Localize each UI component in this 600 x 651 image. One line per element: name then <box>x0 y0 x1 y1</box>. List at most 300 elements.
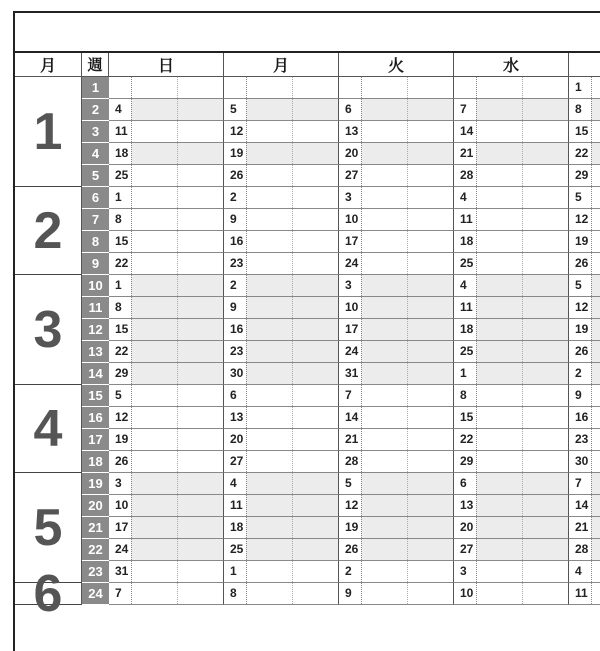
day-number: 20 <box>230 432 244 446</box>
week-row <box>82 253 600 275</box>
day-cell[interactable] <box>569 77 600 99</box>
day-cell[interactable] <box>339 407 454 429</box>
day-cell[interactable] <box>454 495 569 517</box>
day-cell[interactable] <box>454 165 569 187</box>
day-cell[interactable] <box>224 319 339 341</box>
day-number: 6 <box>460 476 467 490</box>
day-number: 3 <box>345 190 352 204</box>
day-cell[interactable] <box>109 407 224 429</box>
week-number: 24 <box>82 583 109 605</box>
day-cell[interactable] <box>109 121 224 143</box>
day-number: 12 <box>115 410 129 424</box>
day-note-area <box>591 363 600 384</box>
day-cell[interactable] <box>339 539 454 561</box>
day-cell[interactable] <box>224 143 339 165</box>
month-number: 3 <box>15 275 82 385</box>
day-divider <box>407 231 408 252</box>
day-divider <box>292 275 293 296</box>
day-note-area <box>591 99 600 120</box>
day-divider <box>292 363 293 384</box>
day-note-area <box>591 187 600 208</box>
week-row <box>82 121 600 143</box>
day-note-area <box>591 583 600 604</box>
day-cell[interactable] <box>569 451 600 473</box>
day-note-area <box>591 165 600 186</box>
day-number: 23 <box>230 256 244 270</box>
day-cell[interactable] <box>454 209 569 231</box>
day-cell[interactable] <box>109 385 224 407</box>
day-cell[interactable] <box>109 253 224 275</box>
day-number: 5 <box>575 278 582 292</box>
day-cell[interactable] <box>569 561 600 583</box>
day-divider <box>292 517 293 538</box>
day-number: 4 <box>460 278 467 292</box>
day-cell[interactable] <box>569 583 600 605</box>
week-row <box>82 275 600 297</box>
week-number: 14 <box>82 363 109 385</box>
day-cell[interactable] <box>339 165 454 187</box>
day-cell[interactable] <box>224 187 339 209</box>
week-number: 22 <box>82 539 109 561</box>
day-cell[interactable] <box>224 341 339 363</box>
day-number: 23 <box>230 344 244 358</box>
day-number: 8 <box>115 300 122 314</box>
day-note-area <box>591 143 600 164</box>
day-number: 14 <box>575 498 589 512</box>
day-divider <box>177 77 178 98</box>
day-number: 17 <box>345 234 359 248</box>
day-divider <box>407 121 408 142</box>
day-cell[interactable] <box>339 495 454 517</box>
day-number: 18 <box>230 520 244 534</box>
day-note-area <box>591 473 600 494</box>
day-cell[interactable] <box>454 319 569 341</box>
day-number: 17 <box>345 322 359 336</box>
day-cell[interactable] <box>569 495 600 517</box>
day-cell[interactable] <box>569 407 600 429</box>
day-divider <box>177 275 178 296</box>
day-note-area <box>591 253 600 274</box>
day-number: 5 <box>575 190 582 204</box>
day-divider <box>407 363 408 384</box>
day-cell[interactable] <box>224 77 339 99</box>
day-divider <box>407 407 408 428</box>
day-cell[interactable] <box>109 451 224 473</box>
week-number: 3 <box>82 121 109 143</box>
day-divider <box>177 429 178 450</box>
day-cell[interactable] <box>339 231 454 253</box>
day-cell[interactable] <box>224 385 339 407</box>
week-number: 1 <box>82 77 109 99</box>
day-number: 29 <box>460 454 474 468</box>
day-divider <box>407 143 408 164</box>
day-number: 5 <box>345 476 352 490</box>
day-cell[interactable] <box>569 231 600 253</box>
day-cell[interactable] <box>339 561 454 583</box>
day-number: 16 <box>575 410 589 424</box>
day-divider <box>292 319 293 340</box>
day-cell[interactable] <box>339 451 454 473</box>
week-number: 16 <box>82 407 109 429</box>
day-divider <box>522 583 523 604</box>
day-cell[interactable] <box>569 253 600 275</box>
day-cell[interactable] <box>569 539 600 561</box>
day-cell[interactable] <box>224 473 339 495</box>
day-cell[interactable] <box>339 429 454 451</box>
day-number: 1 <box>115 190 122 204</box>
day-cell[interactable] <box>569 275 600 297</box>
day-cell[interactable] <box>224 231 339 253</box>
day-divider <box>407 275 408 296</box>
day-note-area <box>591 297 600 318</box>
day-cell[interactable] <box>339 517 454 539</box>
week-row <box>82 495 600 517</box>
day-number: 12 <box>230 124 244 138</box>
week-number: 5 <box>82 165 109 187</box>
day-cell[interactable] <box>569 429 600 451</box>
day-divider <box>407 473 408 494</box>
day-cell[interactable] <box>109 209 224 231</box>
day-divider <box>522 77 523 98</box>
day-number: 29 <box>575 168 589 182</box>
day-note-area <box>591 561 600 582</box>
day-divider <box>407 561 408 582</box>
day-divider <box>522 165 523 186</box>
day-divider <box>407 253 408 274</box>
day-cell[interactable] <box>569 319 600 341</box>
day-number: 4 <box>115 102 122 116</box>
day-number: 26 <box>575 344 589 358</box>
day-cell[interactable] <box>454 561 569 583</box>
day-divider <box>407 341 408 362</box>
day-cell[interactable] <box>224 451 339 473</box>
day-number: 12 <box>575 212 589 226</box>
day-cell[interactable] <box>224 209 339 231</box>
week-number: 11 <box>82 297 109 319</box>
day-cell[interactable] <box>339 473 454 495</box>
day-number: 11 <box>575 586 588 600</box>
day-cell[interactable] <box>109 341 224 363</box>
day-divider <box>177 253 178 274</box>
day-number: 12 <box>345 498 359 512</box>
day-number: 26 <box>345 542 359 556</box>
day-number: 17 <box>115 520 129 534</box>
day-cell[interactable] <box>454 385 569 407</box>
day-divider <box>407 583 408 604</box>
day-cell[interactable] <box>339 363 454 385</box>
day-divider <box>522 473 523 494</box>
day-cell[interactable] <box>224 363 339 385</box>
day-note-area <box>591 429 600 450</box>
day-cell[interactable] <box>339 297 454 319</box>
day-cell[interactable] <box>339 385 454 407</box>
day-cell[interactable] <box>224 297 339 319</box>
day-divider <box>407 319 408 340</box>
day-cell[interactable] <box>569 121 600 143</box>
day-number: 19 <box>230 146 244 160</box>
day-cell[interactable] <box>339 143 454 165</box>
day-cell[interactable] <box>454 275 569 297</box>
week-number: 20 <box>82 495 109 517</box>
week-number: 2 <box>82 99 109 121</box>
day-cell[interactable] <box>109 517 224 539</box>
day-divider <box>407 451 408 472</box>
month-number: 1 <box>15 77 82 187</box>
day-note-area <box>591 77 600 98</box>
day-divider <box>407 165 408 186</box>
day-divider <box>177 583 178 604</box>
day-cell[interactable] <box>339 319 454 341</box>
day-cell[interactable] <box>224 561 339 583</box>
day-number: 28 <box>460 168 474 182</box>
day-cell[interactable] <box>569 473 600 495</box>
day-cell[interactable] <box>454 187 569 209</box>
week-number: 8 <box>82 231 109 253</box>
day-cell[interactable] <box>569 385 600 407</box>
day-divider <box>292 341 293 362</box>
day-cell[interactable] <box>109 275 224 297</box>
day-cell[interactable] <box>569 517 600 539</box>
day-divider <box>177 561 178 582</box>
day-divider <box>177 495 178 516</box>
day-divider <box>177 407 178 428</box>
day-cell[interactable] <box>109 165 224 187</box>
day-cell[interactable] <box>339 121 454 143</box>
day-cell[interactable] <box>224 407 339 429</box>
day-divider <box>292 451 293 472</box>
day-number: 4 <box>460 190 467 204</box>
day-divider <box>177 165 178 186</box>
day-number: 19 <box>115 432 129 446</box>
day-cell[interactable] <box>454 253 569 275</box>
day-divider <box>522 341 523 362</box>
day-cell[interactable] <box>339 77 454 99</box>
day-number: 8 <box>115 212 122 226</box>
day-note-area <box>591 407 600 428</box>
day-divider <box>177 385 178 406</box>
day-divider <box>292 165 293 186</box>
day-divider <box>177 99 178 120</box>
day-note-area <box>591 495 600 516</box>
day-divider <box>522 429 523 450</box>
month-number: 4 <box>15 385 82 473</box>
day-divider <box>407 495 408 516</box>
week-row <box>82 165 600 187</box>
day-cell[interactable] <box>454 539 569 561</box>
day-cell[interactable] <box>224 517 339 539</box>
day-cell[interactable] <box>339 253 454 275</box>
week-row <box>82 297 600 319</box>
day-cell[interactable] <box>339 583 454 605</box>
day-cell[interactable] <box>454 473 569 495</box>
day-cell[interactable] <box>339 341 454 363</box>
day-cell[interactable] <box>224 275 339 297</box>
day-cell[interactable] <box>109 561 224 583</box>
day-cell[interactable] <box>109 429 224 451</box>
day-divider <box>522 121 523 142</box>
day-cell[interactable] <box>569 187 600 209</box>
day-number: 10 <box>345 212 359 226</box>
day-number: 19 <box>575 322 589 336</box>
week-row <box>82 539 600 561</box>
day-cell[interactable] <box>569 143 600 165</box>
day-cell[interactable] <box>454 121 569 143</box>
day-cell[interactable] <box>454 429 569 451</box>
day-cell[interactable] <box>224 121 339 143</box>
day-number: 15 <box>115 234 129 248</box>
day-divider <box>292 539 293 560</box>
day-number: 22 <box>115 344 129 358</box>
day-cell[interactable] <box>109 77 224 99</box>
day-cell[interactable] <box>109 583 224 605</box>
day-cell[interactable] <box>109 297 224 319</box>
day-divider <box>177 539 178 560</box>
day-divider <box>522 561 523 582</box>
week-row <box>82 429 600 451</box>
day-number: 26 <box>575 256 589 270</box>
day-cell[interactable] <box>224 539 339 561</box>
day-number: 21 <box>575 520 589 534</box>
day-number: 27 <box>460 542 474 556</box>
day-divider <box>522 187 523 208</box>
day-note-area <box>591 539 600 560</box>
day-number: 7 <box>460 102 467 116</box>
day-divider <box>407 297 408 318</box>
day-number: 15 <box>575 124 589 138</box>
day-cell[interactable] <box>339 187 454 209</box>
day-number: 27 <box>230 454 244 468</box>
day-cell[interactable] <box>339 275 454 297</box>
day-number: 30 <box>575 454 589 468</box>
day-cell[interactable] <box>224 583 339 605</box>
day-number: 2 <box>230 190 237 204</box>
week-row <box>82 143 600 165</box>
month-number: 6 <box>15 583 82 605</box>
day-cell[interactable] <box>454 143 569 165</box>
week-row <box>82 341 600 363</box>
day-cell[interactable] <box>224 429 339 451</box>
day-number: 25 <box>460 256 474 270</box>
day-cell[interactable] <box>224 253 339 275</box>
day-number: 18 <box>460 322 474 336</box>
week-number: 6 <box>82 187 109 209</box>
day-cell[interactable] <box>109 363 224 385</box>
week-row <box>82 583 600 605</box>
day-cell[interactable] <box>454 451 569 473</box>
day-note-area <box>591 121 600 142</box>
week-row <box>82 451 600 473</box>
day-note-area <box>591 231 600 252</box>
day-cell[interactable] <box>109 187 224 209</box>
day-divider <box>177 473 178 494</box>
day-cell[interactable] <box>569 363 600 385</box>
day-cell[interactable] <box>454 231 569 253</box>
day-cell[interactable] <box>109 539 224 561</box>
day-divider <box>522 363 523 384</box>
day-cell[interactable] <box>454 99 569 121</box>
day-cell[interactable] <box>109 99 224 121</box>
day-divider <box>522 517 523 538</box>
day-divider <box>292 297 293 318</box>
day-number: 15 <box>460 410 474 424</box>
day-cell[interactable] <box>454 407 569 429</box>
day-cell[interactable] <box>454 297 569 319</box>
day-cell[interactable] <box>224 495 339 517</box>
day-cell[interactable] <box>109 495 224 517</box>
day-number: 16 <box>230 322 244 336</box>
day-cell[interactable] <box>109 231 224 253</box>
day-cell[interactable] <box>109 473 224 495</box>
day-number: 26 <box>115 454 129 468</box>
day-number: 13 <box>345 124 359 138</box>
day-number: 6 <box>230 388 237 402</box>
header-day-wed: 水 <box>454 53 569 77</box>
day-number: 5 <box>230 102 237 116</box>
day-cell[interactable] <box>224 165 339 187</box>
header-day-thu <box>569 53 600 77</box>
week-number: 10 <box>82 275 109 297</box>
day-number: 14 <box>345 410 359 424</box>
day-cell[interactable] <box>339 209 454 231</box>
day-divider <box>407 385 408 406</box>
week-row <box>82 473 600 495</box>
day-cell[interactable] <box>569 297 600 319</box>
day-number: 9 <box>230 212 237 226</box>
day-divider <box>292 385 293 406</box>
day-cell[interactable] <box>569 341 600 363</box>
day-number: 30 <box>230 366 244 380</box>
week-number: 21 <box>82 517 109 539</box>
day-divider <box>522 231 523 252</box>
day-cell[interactable] <box>109 143 224 165</box>
day-number: 9 <box>345 586 352 600</box>
week-row <box>82 77 600 99</box>
day-number: 9 <box>230 300 237 314</box>
day-number: 28 <box>575 542 589 556</box>
day-number: 18 <box>115 146 129 160</box>
day-cell[interactable] <box>454 363 569 385</box>
day-cell[interactable] <box>569 165 600 187</box>
week-number: 18 <box>82 451 109 473</box>
week-number: 19 <box>82 473 109 495</box>
day-divider <box>292 99 293 120</box>
day-number: 21 <box>345 432 359 446</box>
day-cell[interactable] <box>224 99 339 121</box>
day-number: 2 <box>345 564 352 578</box>
day-cell[interactable] <box>454 341 569 363</box>
day-divider <box>407 517 408 538</box>
day-number: 8 <box>575 102 582 116</box>
day-cell[interactable] <box>339 99 454 121</box>
day-cell[interactable] <box>109 319 224 341</box>
day-cell[interactable] <box>454 77 569 99</box>
day-number: 3 <box>460 564 467 578</box>
day-cell[interactable] <box>569 99 600 121</box>
day-cell[interactable] <box>454 517 569 539</box>
day-number: 31 <box>115 564 129 578</box>
week-row <box>82 385 600 407</box>
day-divider <box>407 77 408 98</box>
week-row <box>82 99 600 121</box>
day-number: 15 <box>115 322 129 336</box>
day-number: 3 <box>115 476 122 490</box>
day-number: 10 <box>115 498 129 512</box>
day-number: 24 <box>345 344 359 358</box>
day-divider <box>522 385 523 406</box>
day-cell[interactable] <box>569 209 600 231</box>
day-cell[interactable] <box>454 583 569 605</box>
day-note-area <box>591 451 600 472</box>
